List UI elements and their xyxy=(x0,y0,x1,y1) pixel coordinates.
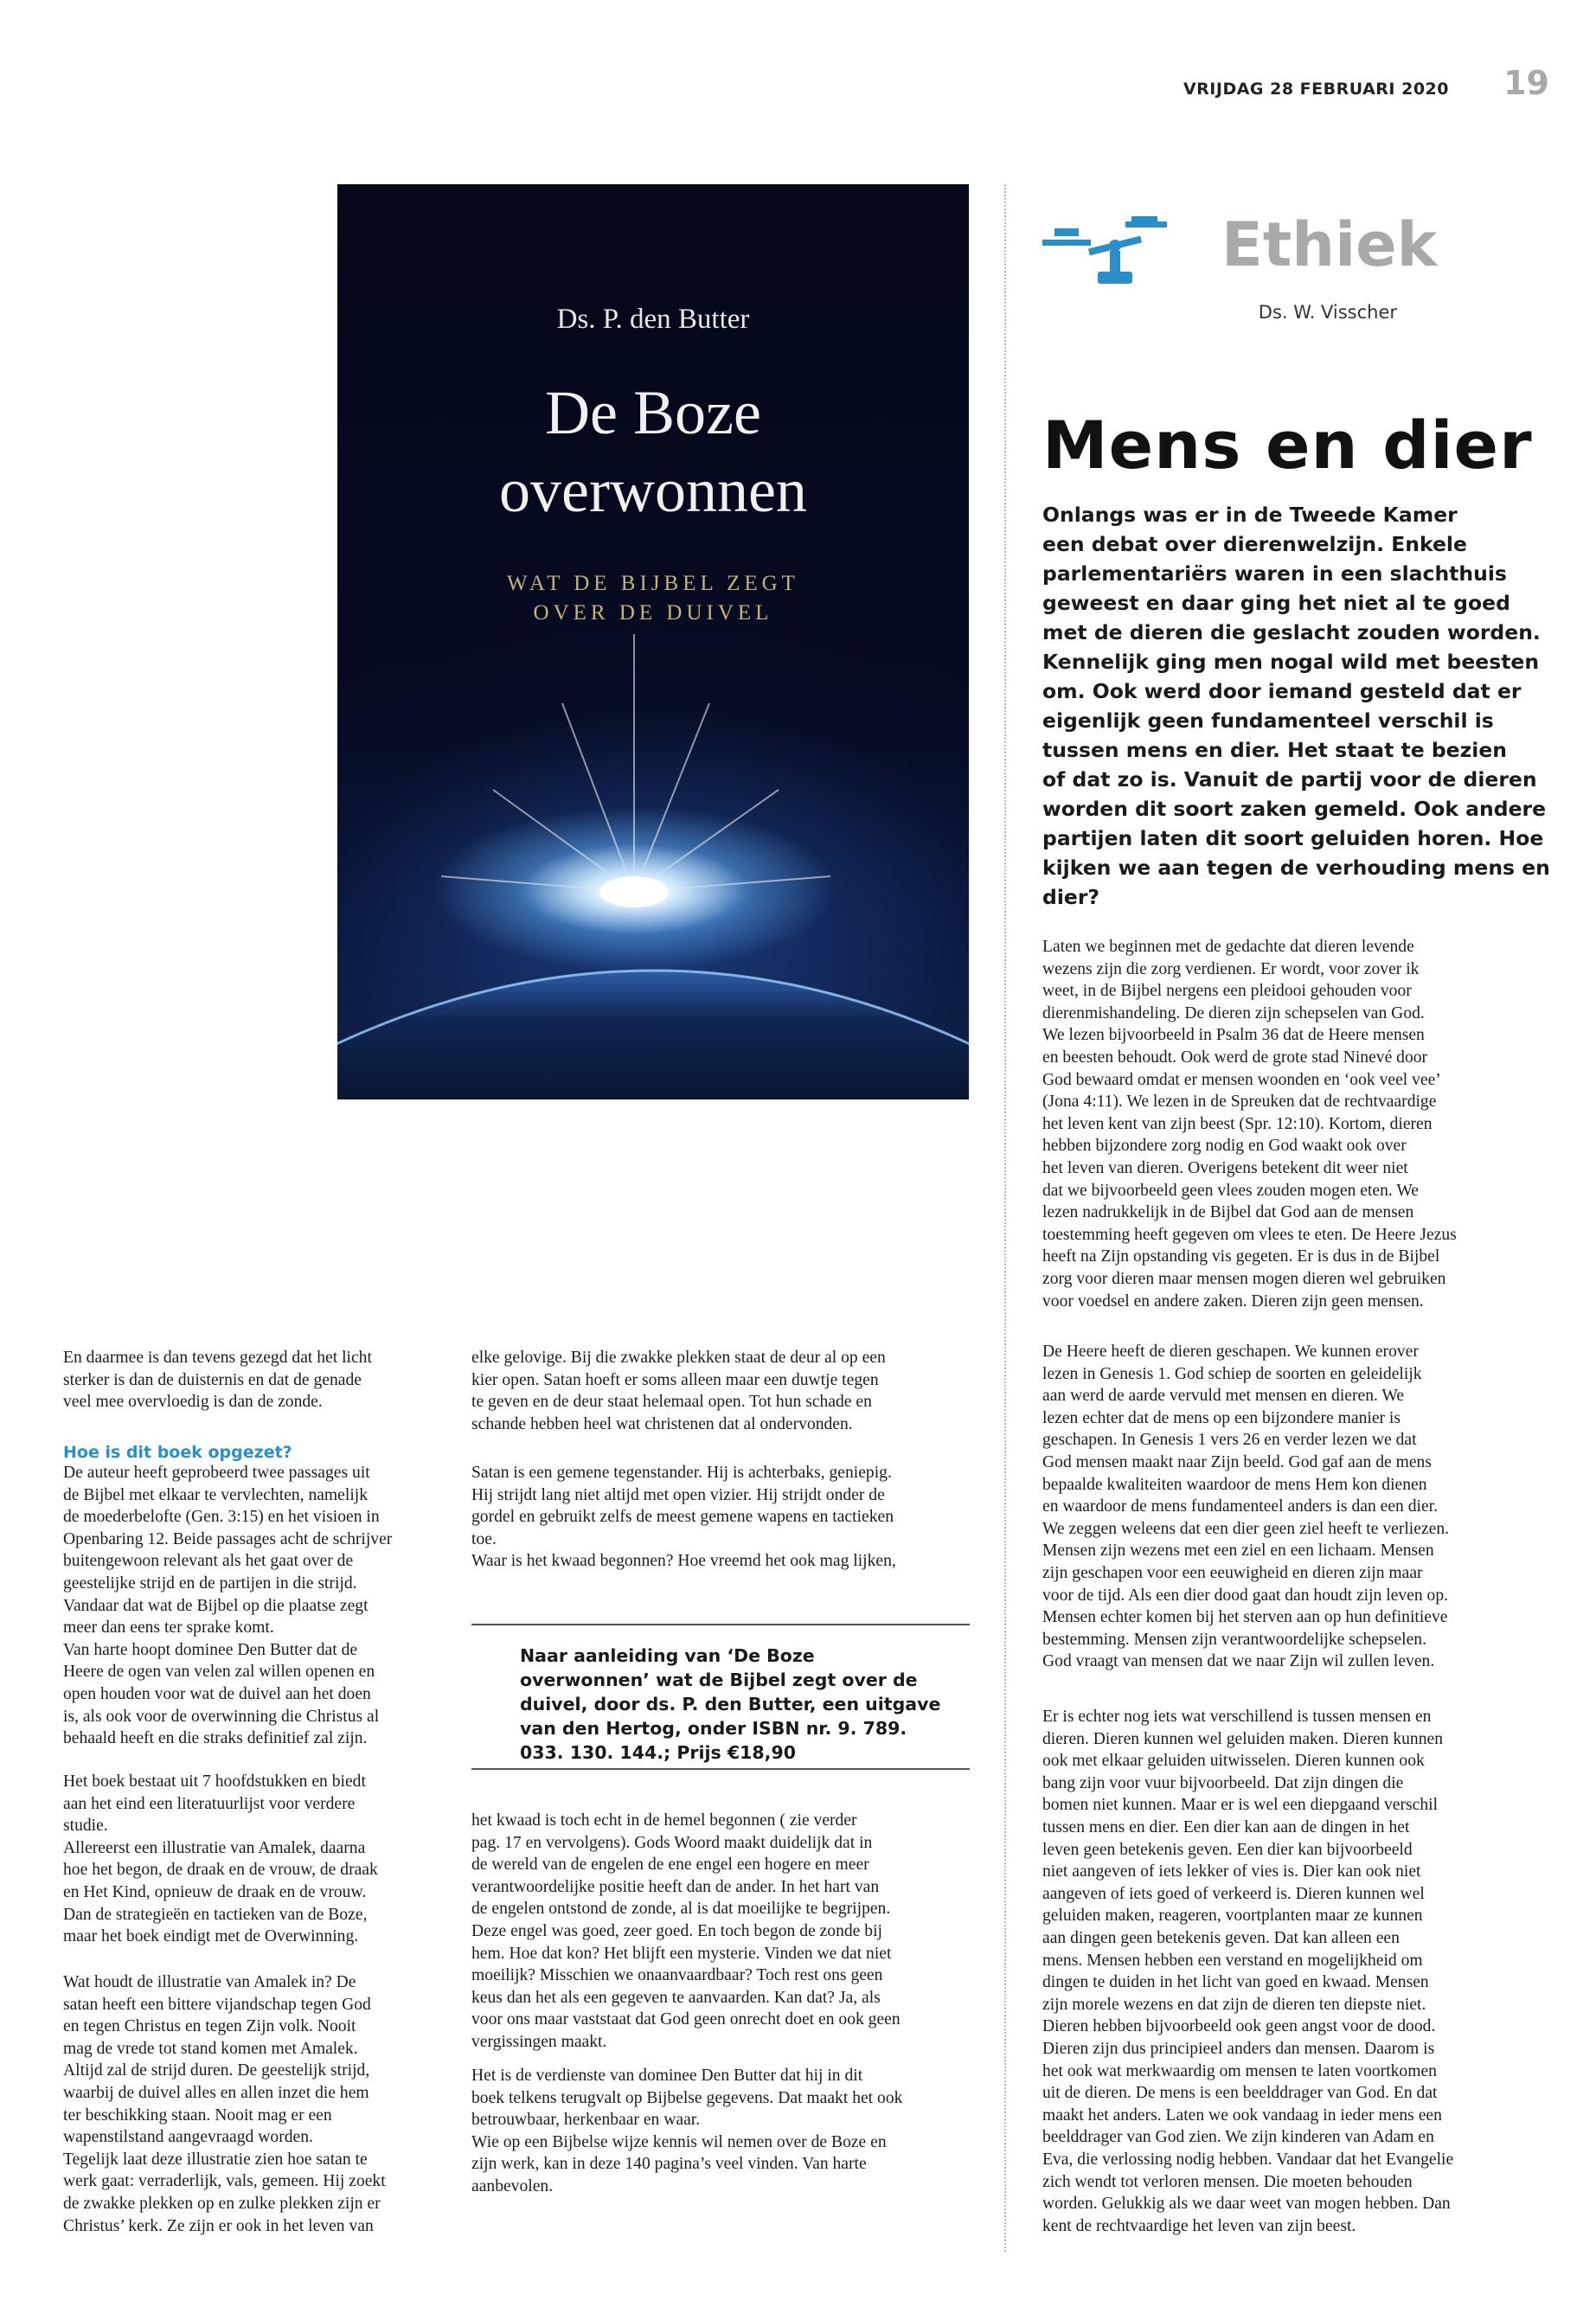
body-line: Christus’ kerk. Ze zijn er ook in het leven van xyxy=(63,2216,374,2235)
body-line: te geven en de deur staat helemaal open. Tot hun schade en xyxy=(471,1393,872,1412)
intro-line: kijken we aan tegen de verhouding mens en xyxy=(1042,856,1550,880)
body-line: dingen te duiden in het licht van goed en kwaad. Mensen xyxy=(1042,1973,1429,1992)
body-line: wezens zijn die zorg verdienen. Er wordt, voor zover ik xyxy=(1042,959,1420,978)
body-line: Van harte hoopt dominee Den Butter dat de xyxy=(63,1640,358,1659)
body-line: aangeven of iets goed of verkeerd is. Dieren kunnen wel xyxy=(1042,1884,1425,1903)
body-line: maakt het anders. Laten we ook vandaag in ieder mens een xyxy=(1042,2106,1442,2125)
body-line: Vandaar dat wat de Bijbel op die plaatse zegt xyxy=(63,1596,369,1615)
body-line: Dieren hebben bijvoorbeeld ook geen angst voor de dood. xyxy=(1042,2017,1436,2036)
body-line: bang zijn voor vuur bijvoorbeeld. Dat zijn dingen die xyxy=(1042,1773,1404,1792)
body-line: kent de rechtvaardige het leven van zijn beest. xyxy=(1042,2216,1356,2235)
body-line: Deze engel was goed, zeer goed. En toch begon de zonde bij xyxy=(471,1922,882,1940)
book-cover-image xyxy=(337,184,969,1099)
body-line: is, als ook voor de overwinning die Christus al xyxy=(63,1707,380,1726)
body-line: kier open. Satan hoeft er soms alleen maar een duwtje tegen xyxy=(471,1370,879,1389)
body-line: heeft na Zijn opstanding vis gegeten. Er is dus in de Bijbel xyxy=(1042,1247,1440,1266)
body-line: worden. Gelukkig als we daar weet van mogen hebben. Dan xyxy=(1042,2195,1451,2214)
body-line: Satan is een gemene tegenstander. Hij is achterbaks, geniepig. xyxy=(471,1464,892,1482)
intro-line: een debat over dierenwelzijn. Enkele xyxy=(1042,532,1467,556)
body-line: toe. xyxy=(471,1529,497,1548)
body-line: mag de vrede tot stand komen met Amalek. xyxy=(63,2039,358,2058)
body-line: en beesten behoudt. Ook werd de grote stad Ninevé door xyxy=(1042,1048,1428,1067)
body-line: bestemming. Mensen zijn verantwoordelijke schepselen. xyxy=(1042,1630,1426,1649)
intro-line: geweest en daar ging het niet al te goed xyxy=(1042,591,1510,615)
intro-line: Kennelijk ging men nogal wild met beesten xyxy=(1042,650,1540,674)
body-line: lezen echter dat de mens op een bijzondere manier is xyxy=(1042,1408,1401,1427)
cover-title-line: De Boze xyxy=(545,378,761,447)
intro-line: tussen mens en dier. Het staat te bezien xyxy=(1042,738,1508,762)
intro-line: om. Ook werd door iemand gesteld dat er xyxy=(1042,679,1522,703)
column-divider xyxy=(1004,184,1006,2252)
scale-icon xyxy=(1041,216,1170,289)
body-line: dieren. Dieren kunnen wel geluiden maken. Dieren kunnen xyxy=(1042,1729,1444,1748)
body-line: Mensen zijn wezens met een ziel en een lichaam. Mensen xyxy=(1042,1541,1434,1561)
article-title: Mens en dier xyxy=(1042,407,1533,484)
info-box-rule xyxy=(471,1768,970,1770)
body-line: Laten we beginnen met de gedachte dat dieren levende xyxy=(1042,938,1414,956)
body-line: ter beschikking staan. Nooit mag er een xyxy=(63,2106,332,2125)
cover-subtitle-line: OVER DE DUIVEL xyxy=(533,601,773,625)
body-line: verantwoordelijke positie heeft dan de ander. In het hart van xyxy=(471,1877,880,1896)
body-line: weet, in de Bijbel nergens een pleidooi gehouden voor xyxy=(1042,982,1412,1001)
body-line: betrouwbaar, herkenbaar en waar. xyxy=(471,2111,701,2130)
body-line: Allereerst een illustratie van Amalek, daarna xyxy=(63,1838,366,1857)
info-box-line: van den Hertog, onder ISBN nr. 9. 789. xyxy=(520,1718,907,1739)
body-line: elke gelovige. Bij die zwakke plekken staat de deur al op een xyxy=(471,1349,886,1367)
body-line: open houden voor wat de duivel aan het doen xyxy=(63,1685,371,1703)
header-date: VRIJDAG 28 FEBRUARI 2020 xyxy=(1183,80,1449,99)
body-line: de moederbelofte (Gen. 3:15) en het visioen in xyxy=(63,1508,380,1527)
body-line: Altijd zal de strijd duren. De geestelijk strijd, xyxy=(63,2061,370,2080)
body-line: het leven van dieren. Overigens betekent dit weer niet xyxy=(1042,1159,1408,1177)
body-line: toestemming heeft gegeven om vlees te eten. De Heere Jezus xyxy=(1042,1225,1457,1244)
body-line: Openbaring 12. Beide passages acht de schrijver xyxy=(63,1529,393,1548)
body-line: We lezen bijvoorbeeld in Psalm 36 dat de Heere mensen xyxy=(1042,1026,1425,1045)
body-line: schande hebben heel wat christenen dat al ondervonden. xyxy=(471,1414,853,1433)
body-line: bepaalde kwaliteiten waardoor de mens Hem kon dienen xyxy=(1042,1475,1427,1494)
body-line: werk gaat: verraderlijk, vals, gemeen. Hij zoekt xyxy=(63,2172,386,2191)
body-line: geestelijke strijd en de partijen in die strijd. xyxy=(63,1574,357,1593)
body-line: Mensen echter komen bij het sterven aan op hun definitieve xyxy=(1042,1608,1448,1627)
body-line: keus dan het als een gegeven te aanvaarden. Kan dat? Ja, als xyxy=(471,1988,881,2007)
body-line: geluiden maken, reageren, voortplanten maar ze kunnen xyxy=(1042,1907,1423,1926)
body-line: voor voedsel en andere zaken. Dieren zijn geen mensen. xyxy=(1042,1292,1424,1311)
body-line: Hij strijdt lang niet altijd met open vizier. Hij strijdt onder de xyxy=(471,1485,885,1504)
body-line: Wie op een Bijbelse wijze kennis wil nemen over de Boze en xyxy=(471,2132,887,2151)
body-line: gordel en gebruikt zelfs de meest gemene wapens en tactieken xyxy=(471,1508,894,1527)
body-line: lezen nadrukkelijk in de Bijbel dat God aan de mensen xyxy=(1042,1203,1414,1222)
info-box-line: 033. 130. 144.; Prijs €18,90 xyxy=(520,1742,796,1763)
cover-author: Ds. P. den Butter xyxy=(556,304,750,335)
body-line: tussen mens en dier. Een dier kan aan de dingen in het xyxy=(1042,1818,1410,1836)
body-line: hebben bijzondere zorg nodig en God waakt ook over xyxy=(1042,1137,1407,1156)
body-line: voor ons maar vaststaat dat God geen onrecht doet en ook geen xyxy=(471,2010,901,2029)
body-line: het ook wat merkwaardig om mensen te laten voortkomen xyxy=(1042,2061,1437,2080)
body-line: beelddrager van God zien. We zijn kinderen van Adam en xyxy=(1042,2128,1434,2147)
body-line: wapenstilstand aangevraagd worden. xyxy=(63,2128,313,2147)
body-line: zich wendt tot verloren mensen. Die moeten behouden xyxy=(1042,2172,1413,2191)
body-line: God vraagt van mensen dat we naar Zijn wil zullen leven. xyxy=(1042,1652,1435,1671)
body-line: waarbij de duivel alles en allen inzet die hem xyxy=(63,2084,369,2102)
body-line: Dieren zijn dus principieel anders dan mensen. Daarom is xyxy=(1042,2040,1435,2058)
body-line: aan werd de aarde vervuld met mensen en dieren. We xyxy=(1042,1387,1405,1406)
intro-line: Onlangs was er in de Tweede Kamer xyxy=(1042,503,1458,527)
body-line: Het is de verdienste van dominee Den Butter dat hij in dit xyxy=(471,2067,863,2085)
body-line: de wereld van de engelen de ene engel een hogere en meer xyxy=(471,1856,869,1875)
body-line: studie. xyxy=(63,1817,108,1836)
body-line: De Heere heeft de dieren geschapen. We kunnen erover xyxy=(1042,1343,1419,1361)
body-line: satan heeft een bittere vijandschap tegen God xyxy=(63,1995,371,2014)
body-line: pag. 17 en vervolgens). Gods Woord maakt duidelijk dat in xyxy=(471,1833,873,1852)
body-line: de engelen ontstond de zonde, al is dat moeilijke te begrijpen. xyxy=(471,1900,891,1919)
body-line: dat we bijvoorbeeld geen vlees zouden mogen eten. We xyxy=(1042,1181,1419,1200)
info-box-rule xyxy=(471,1624,970,1625)
body-line: de Bijbel met elkaar te vervlechten, namelijk xyxy=(63,1485,368,1504)
info-box-line: duivel, door ds. P. den Butter, een uitgave xyxy=(520,1694,941,1715)
body-line: mens. Mensen hebben een verstand en mogelijkheid om xyxy=(1042,1951,1423,1970)
earth-horizon xyxy=(337,971,969,1099)
body-line: veel mee overvloedig is dan de zonde. xyxy=(63,1393,323,1412)
body-line: geschapen. In Genesis 1 vers 26 en verder lezen we dat xyxy=(1042,1431,1417,1450)
info-box-line: overwonnen’ wat de Bijbel zegt over de xyxy=(520,1670,918,1690)
body-line: Het boek bestaat uit 7 hoofdstukken en biedt xyxy=(63,1772,366,1791)
body-line: vergissingen maakt. xyxy=(471,2033,607,2051)
body-line: zorg voor dieren maar mensen mogen dieren wel gebruiken xyxy=(1042,1270,1446,1288)
intro-line: met de dieren die geslacht zouden worden. xyxy=(1042,620,1541,644)
body-line: behaald heeft en die straks definitief zal zijn. xyxy=(63,1729,368,1748)
body-line: zijn geschapen voor een eeuwigheid en dieren zijn maar xyxy=(1042,1564,1423,1582)
body-line: moeilijk? Misschien we onaanvaardbaar? Toch rest ons geen xyxy=(471,1966,883,1985)
info-box-line: Naar aanleiding van ‘De Boze xyxy=(520,1645,815,1666)
cover-title-line: overwonnen xyxy=(499,456,807,525)
body-line: Heere de ogen van velen zal willen openen en xyxy=(63,1663,375,1682)
intro-line: parlementariërs waren in een slachthuis xyxy=(1042,561,1507,586)
body-line: maar het boek eindigt met de Overwinning. xyxy=(63,1927,359,1946)
body-line: aan het eind een literatuurlijst voor verdere xyxy=(63,1794,356,1813)
body-line: ook met elkaar geluiden uitwisselen. Dieren kunnen ook xyxy=(1042,1752,1425,1771)
body-line: lezen in Genesis 1. God schiep de soorten en geleidelijk xyxy=(1042,1364,1422,1383)
body-line: De auteur heeft geprobeerd twee passages uit xyxy=(63,1464,370,1482)
body-line: en tegen Christus en tegen Zijn volk. Nooit xyxy=(63,2017,356,2036)
cover-subtitle-line: WAT DE BIJBEL ZEGT xyxy=(507,572,799,595)
body-line: God mensen maakt naar Zijn beeld. God gaf aan de mens xyxy=(1042,1453,1432,1471)
intro-line: eigenlijk geen fundamenteel verschil is xyxy=(1042,708,1494,733)
body-line: sterker is dan de duisternis en dat de genade xyxy=(63,1370,362,1389)
intro-line: dier? xyxy=(1042,885,1100,909)
byline: Ds. W. Visscher xyxy=(1258,302,1397,323)
body-line: meer dan eens ter sprake komt. xyxy=(63,1618,274,1638)
body-line: aanbevolen. xyxy=(471,2177,554,2195)
intro-line: partijen laten dit soort geluiden horen. Hoe xyxy=(1042,826,1544,850)
body-line: en Het Kind, opnieuw de draak en de vrouw. xyxy=(63,1883,367,1901)
body-line: leven geen betekenis geven. Een dier kan bijvoorbeeld xyxy=(1042,1840,1413,1859)
body-line: Er is echter nog iets wat verschillend is tussen mensen en xyxy=(1042,1708,1432,1726)
body-line: bomen niet kunnen. Maar er is wel een diepgaand verschil xyxy=(1042,1796,1439,1815)
body-line: (Jona 4:11). We lezen in de Spreuken dat de rechtvaardige xyxy=(1042,1093,1437,1112)
body-line: zijn morele wezens en dat zijn de dieren ten diepste niet. xyxy=(1042,1995,1426,2014)
body-line: aan dingen geen betekenis geven. Dat kan alleen een xyxy=(1042,1929,1400,1947)
body-line: het leven kent van zijn beest (Spr. 12:10). Kortom, dieren xyxy=(1042,1114,1433,1133)
body-line: Eva, die verlossing nodig hebben. Vandaar dat het Evangelie xyxy=(1042,2150,1454,2169)
body-line: Waar is het kwaad begonnen? Hoe vreemd het ook mag lijken, xyxy=(471,1552,896,1571)
intro-line: worden dit soort zaken gemeld. Ook andere xyxy=(1042,797,1547,821)
body-line: Wat houdt de illustratie van Amalek in? De xyxy=(63,1973,356,1991)
body-line: het kwaad is toch echt in de hemel begonnen ( zie verder xyxy=(471,1811,857,1830)
body-line: God bewaard omdat er mensen woonden en ‘ook veel vee’ xyxy=(1042,1070,1441,1089)
body-line: uit de dieren. De mens is een beelddrager van God. En dat xyxy=(1042,2084,1438,2103)
body-line: Dan de strategieën en tactieken van de Boze, xyxy=(63,1905,368,1924)
intro-line: of dat zo is. Vanuit de partij voor de dieren xyxy=(1042,767,1537,792)
body-line: niet aangeven of iets lekker of vies is. Dier kan ook niet xyxy=(1042,1862,1421,1881)
body-line: Tegelijk laat deze illustratie zien hoe satan te xyxy=(63,2150,368,2169)
page-number: 19 xyxy=(1503,64,1549,102)
body-line: en waardoor de mens fundamenteel anders is dan een dier. xyxy=(1042,1497,1439,1516)
body-line: hem. Hoe dat kon? Het blijft een mysterie. Vinden we dat niet xyxy=(471,1944,892,1963)
section-title: Ethiek xyxy=(1221,209,1438,280)
body-line: We zeggen weleens dat een dier geen ziel heeft te verliezen. xyxy=(1042,1519,1450,1538)
body-line: buitengewoon relevant als het gaat over de xyxy=(63,1552,354,1571)
body-line: voor de tijd. Als een dier dood gaat dan houdt zijn leven op. xyxy=(1042,1586,1449,1605)
body-line: hoe het begon, de draak en de vrouw, de draak xyxy=(63,1861,378,1880)
body-line: En daarmee is dan tevens gezegd dat het licht xyxy=(63,1349,372,1367)
body-line: dierenmishandeling. De dieren zijn schepselen van God. xyxy=(1042,1003,1425,1022)
body-line: zijn werk, kan in deze 140 pagina’s veel vinden. Van harte xyxy=(471,2155,867,2174)
body-line: boek telkens terugvalt op Bijbelse gegevens. Dat maakt het ook xyxy=(471,2088,903,2107)
review-subheading: Hoe is dit boek opgezet? xyxy=(63,1443,292,1462)
body-line: de zwakke plekken op en zulke plekken zijn er xyxy=(63,2195,381,2213)
